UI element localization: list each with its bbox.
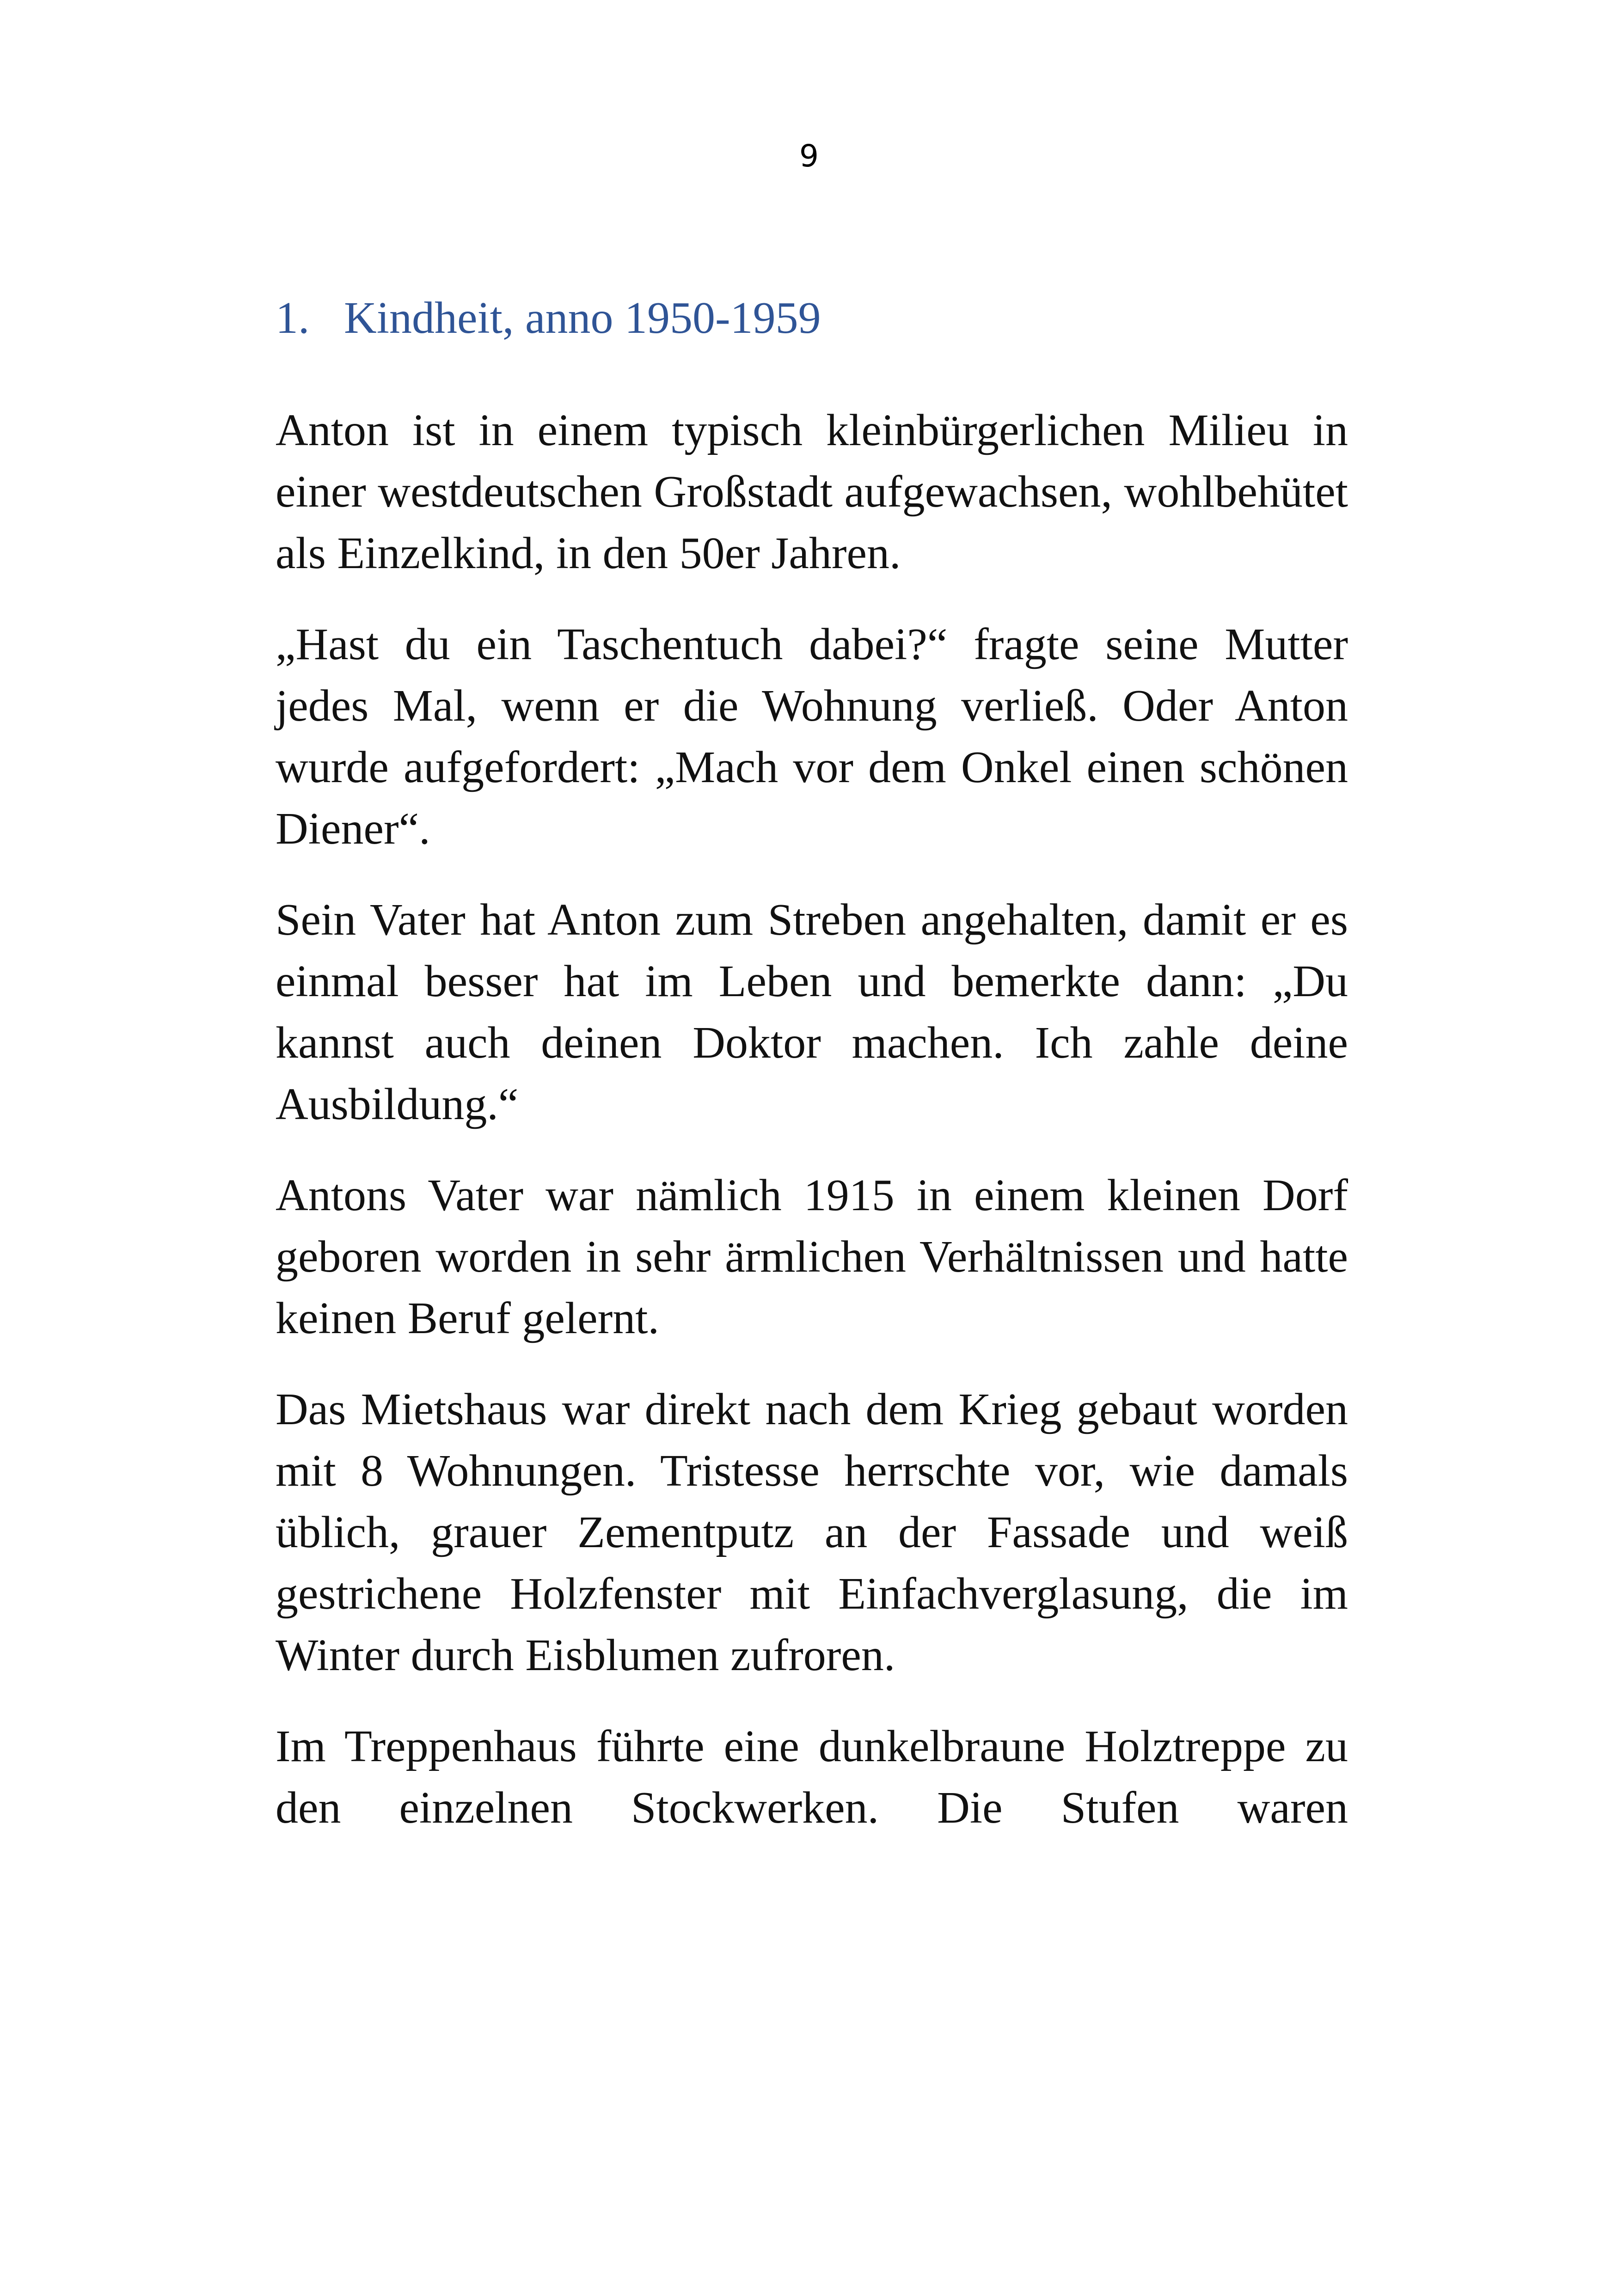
page-number: 9 [799, 138, 819, 174]
body-text [276, 400, 1348, 1868]
paragraph: Antons Vater war nämlich 1915 in einem kleinen Dorf geboren worden in sehr ärmlichen Verhältnissen und hatte keinen Beruf gelernt. [276, 1170, 1348, 1343]
chapter-number: 1. [276, 293, 310, 343]
paragraph: „Hast du ein Taschentuch dabei?“ fragte seine Mutter jedes Mal, wenn er die Wohnung verließ. Oder Anton wurde aufgefordert: „Mach vor dem Onkel einen schönen Diener“. [276, 619, 1348, 854]
chapter-title: Kindheit, anno 1950-1959 [344, 293, 821, 343]
paragraph: Anton ist in einem typisch kleinbürgerlichen Milieu in einer westdeutschen Großstadt aufgewachsen, wohlbehütet als Einzelkind, in den 50er Jahren. [276, 405, 1348, 578]
chapter-heading [276, 291, 1348, 346]
paragraph: Sein Vater hat Anton zum Streben angehalten, damit er es einmal besser hat im Leben und bemerkte dann: „Du kannst auch deinen Doktor machen. Ich zahle deine Ausbildung.“ [276, 895, 1348, 1129]
paragraph: Das Mietshaus war direkt nach dem Krieg gebaut worden mit 8 Wohnungen. Tristesse herrschte vor, wie damals üblich, grauer Zementputz an der Fassade und weiß gestrichene Holzfenster mit Einfachverglasung, die im Winter durch Eisblumen zufroren. [276, 1384, 1348, 1680]
paragraph: Im Treppenhaus führte eine dunkelbraune Holztreppe zu den einzelnen Stockwerken. Die Stufen waren [276, 1721, 1348, 1833]
